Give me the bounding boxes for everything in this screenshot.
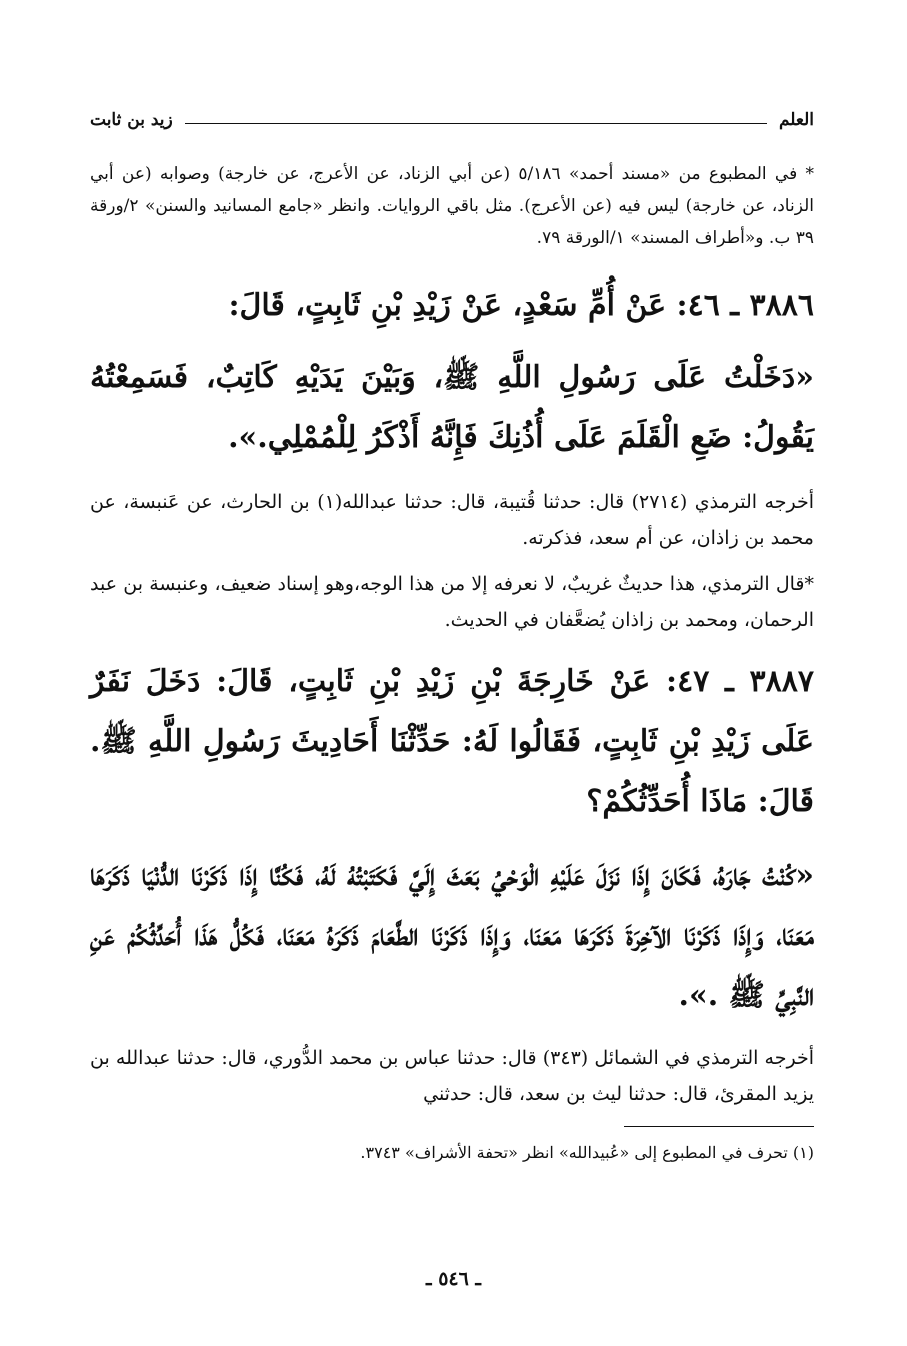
header-section-title: زيد بن ثابت [90,110,173,130]
hadith-3886-comment: *قال الترمذي، هذا حديثٌ غريبٌ، لا نعرفه إلا من هذا الوجه،وهو إسناد ضعيف، وعنبسة بن عبد الرحمان، ومحمد بن زاذان يُضعَّفان في الحديث. [90,573,814,631]
hadith-3887-heading: ٣٨٨٧ ـ ٤٧: عَنْ خَارِجَةَ بْنِ زَيْدِ بْنِ ثَابِتٍ، قَالَ: دَخَلَ نَفَرٌ عَلَى زَيْدِ بْنِ ثَابِتٍ، فَقَالُوا لَهُ: حَدِّثْنَا أَحَادِيثَ رَسُولِ اللَّهِ ﷺ. قَالَ: مَاذَا أُحَدِّثُكُمْ؟ [90,664,814,819]
page-number: ـ ٥٤٦ ـ [426,1268,481,1290]
header-chapter-title: العلم [778,110,814,130]
top-note: * في المطبوع من «مسند أحمد» ٥/١٨٦ (عن أبي الزناد، عن الأعرج، عن خارجة) وصوابه (عن أبي الزناد، عن خارجة) ليس فيه (عن الأعرج). مثل باقي الروايات. وانظر «جامع المسانيد والسنن» ٢/ورقة ٣٩ ب. و«أطراف المسند» ١/الورقة ٧٩. [90,164,814,248]
footnote: (١) تحرف في المطبوع إلى «عُبيدالله» انظر «تحفة الأشراف» ٣٧٤٣. [360,1143,814,1162]
hadith-3886-takhrij: أخرجه الترمذي (٢٧١٤) قال: حدثنا قُتيبة، قال: حدثنا عبدالله(١) بن الحارث، عن عَنبسة، عن محمد بن زاذان، عن أم سعد، فذكرته. [90,491,815,549]
header-rule [185,123,767,124]
running-header [90,108,814,132]
hadith-3886-heading: ٣٨٨٦ ـ ٤٦: عَنْ أُمِّ سَعْدٍ، عَنْ زَيْدِ بْنِ ثَابِتٍ، قَالَ: [228,288,814,323]
hadith-3887-text: «كُنْتُ جَارَهُ، فَكَانَ إِذَا نَزَلَ عَلَيْهِ الْوَحْيُ بَعَثَ إِلَيَّ فَكَتَبْتُهُ لَهُ، فَكُنَّا إِذَا ذَكَرْنَا الدُّنْيَا ذَكَرَهَا مَعَنَا، وَإِذَا ذَكَرْنَا الآخِرَةَ ذَكَرَهَا مَعَنَا، وَإِذَا ذَكَرْنَا الطَّعَامَ ذَكَرَهُ مَعَنَا، فَكُلُّ هَذَا أُحَدِّثُكُمْ عَنِ النَّبِيِّ ﷺ .». [90,858,814,1013]
hadith-3887-takhrij: أخرجه الترمذي في الشمائل (٣٤٣) قال: حدثنا عباس بن محمد الدُّوري، قال: حدثنا عبدالله بن يزيد المقرئ، قال: حدثنا ليث بن سعد، قال: حدثني [90,1047,814,1105]
book-page [90,108,814,1306]
footnote-separator [624,1126,814,1127]
hadith-3886-text: «دَخَلْتُ عَلَى رَسُولِ اللَّهِ ﷺ، وَبَيْنَ يَدَيْهِ كَاتِبٌ، فَسَمِعْتُهُ يَقُولُ: ضَعِ الْقَلَمَ عَلَى أُذُنِكَ فَإِنَّهُ أَذْكَرُ لِلْمُمْلِي.». [90,360,814,455]
